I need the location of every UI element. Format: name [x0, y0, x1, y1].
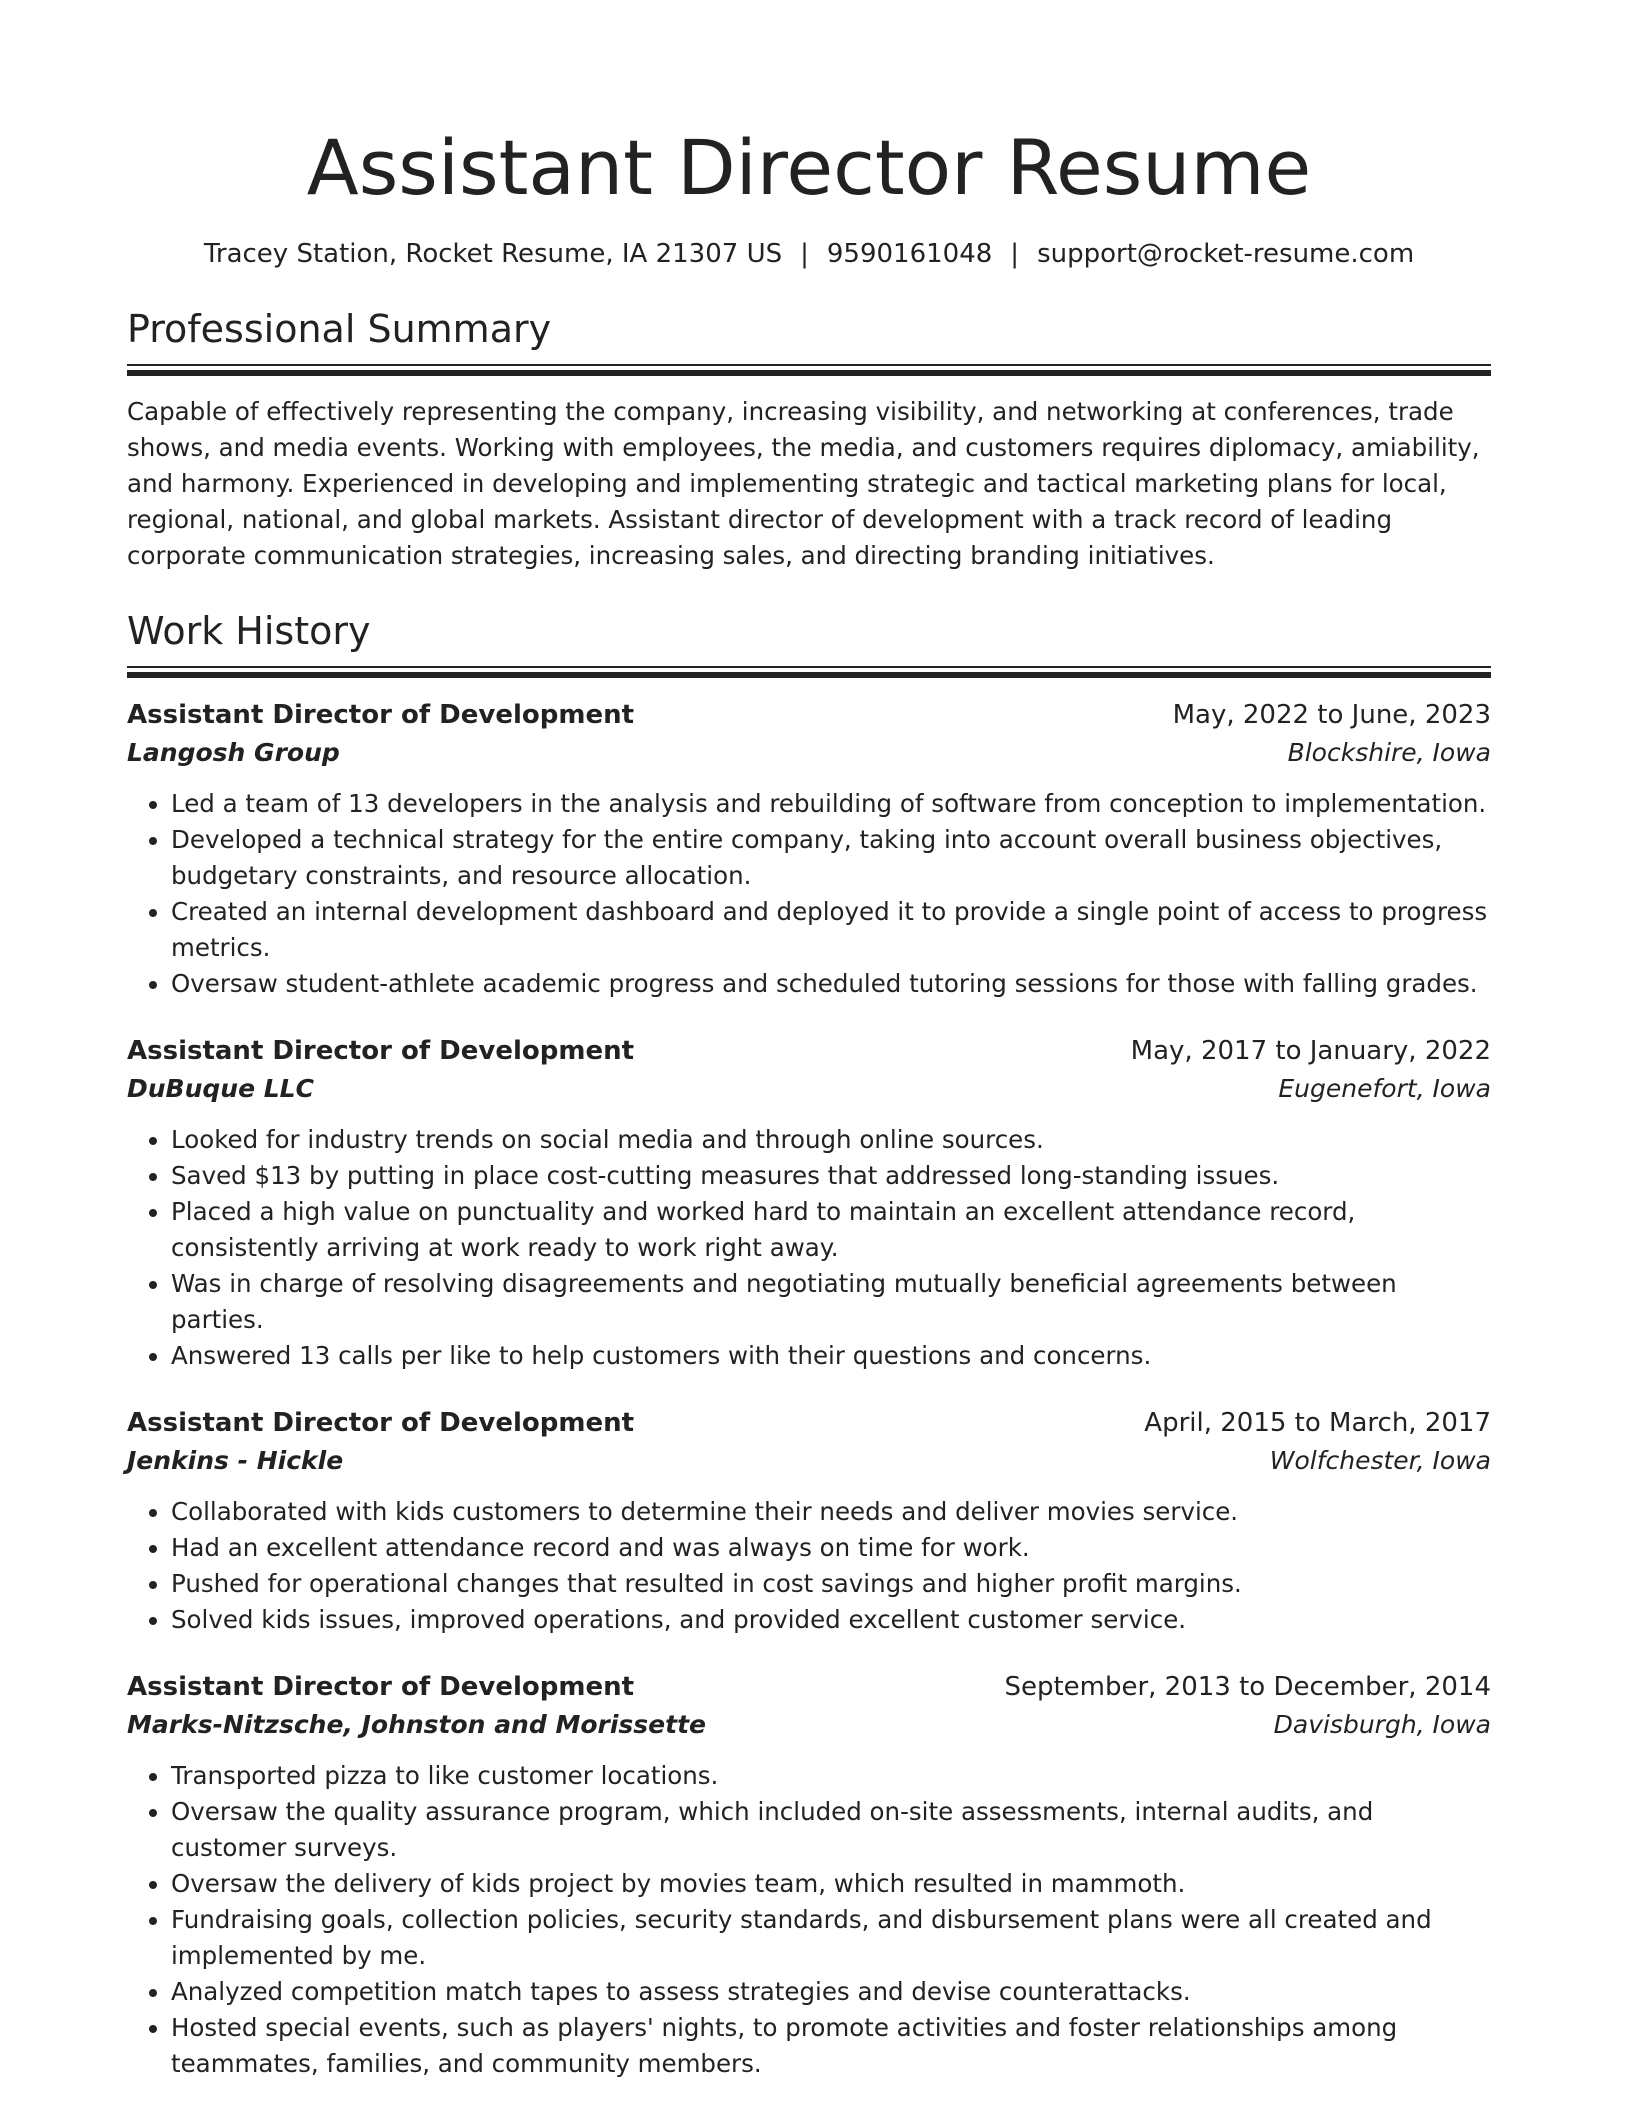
- job-company: Langosh Group: [127, 738, 340, 767]
- contact-line: [127, 236, 1491, 272]
- job-location: Wolfchester, Iowa: [1269, 1446, 1491, 1475]
- bullet-item: • Oversaw the quality assurance program, which included on-site assessments, internal audits, and customer surveys.: [171, 1794, 1491, 1866]
- contact-email: support@rocket-resume.com: [1037, 239, 1415, 269]
- bullet-item: • Transported pizza to like customer locations.: [171, 1758, 1491, 1794]
- job-company: DuBuque LLC: [127, 1074, 314, 1103]
- job-entry: [127, 1404, 1491, 1638]
- bullet-item: • Oversaw student-athlete academic progress and scheduled tutoring sessions for those with falling grades.: [171, 966, 1491, 1002]
- job-title: Assistant Director of Development: [127, 1408, 635, 1438]
- bullet-item: • Hosted special events, such as players' nights, to promote activities and foster relationships among teammates, families, and community members.: [171, 2010, 1491, 2082]
- job-dates: April, 2015 to March, 2017: [1144, 1408, 1491, 1438]
- job-bullets: [127, 1122, 1491, 1374]
- job-bullets: [127, 1494, 1491, 1638]
- bullet-item: • Looked for industry trends on social media and through online sources.: [171, 1122, 1491, 1158]
- bullet-item: • Analyzed competition match tapes to assess strategies and devise counterattacks.: [171, 1974, 1491, 2010]
- job-company: Jenkins - Hickle: [127, 1446, 344, 1475]
- job-location: Eugenefort, Iowa: [1278, 1074, 1491, 1103]
- job-entry: [127, 1032, 1491, 1374]
- job-entry: [127, 1668, 1491, 2082]
- professional-summary-section: [127, 304, 1491, 574]
- job-title: Assistant Director of Development: [127, 1672, 635, 1702]
- contact-phone: 9590161048: [826, 239, 993, 269]
- section-heading: Work History: [127, 609, 371, 653]
- job-location: Blockshire, Iowa: [1287, 738, 1491, 767]
- bullet-item: • Pushed for operational changes that resulted in cost savings and higher profit margins.: [171, 1566, 1491, 1602]
- resume-title: Assistant Director Resume: [306, 123, 1312, 212]
- section-heading: Professional Summary: [127, 307, 552, 351]
- bullet-item: • Collaborated with kids customers to determine their needs and deliver movies service.: [171, 1494, 1491, 1530]
- bullet-item: • Developed a technical strategy for the entire company, taking into account overall business objectives, budgetary constraints, and resource allocation.: [171, 822, 1491, 894]
- section-divider: [127, 666, 1491, 678]
- contact-address: Tracey Station, Rocket Resume, IA 21307 US: [203, 239, 783, 269]
- bullet-item: • Solved kids issues, improved operations, and provided excellent customer service.: [171, 1602, 1491, 1638]
- job-company: Marks-Nitzsche, Johnston and Morissette: [127, 1710, 706, 1739]
- job-dates: May, 2022 to June, 2023: [1172, 700, 1491, 730]
- bullet-item: • Led a team of 13 developers in the analysis and rebuilding of software from conception to implementation.: [171, 786, 1491, 822]
- contact-separator: |: [800, 239, 809, 269]
- bullet-item: • Oversaw the delivery of kids project by movies team, which resulted in mammoth.: [171, 1866, 1491, 1902]
- job-title: Assistant Director of Development: [127, 700, 635, 730]
- bullet-item: • Created an internal development dashboard and deployed it to provide a single point of access to progress metrics.: [171, 894, 1491, 966]
- resume-page: [127, 118, 1491, 2082]
- bullet-item: • Answered 13 calls per like to help customers with their questions and concerns.: [171, 1338, 1491, 1374]
- job-entry: [127, 696, 1491, 1002]
- bullet-item: • Saved $13 by putting in place cost-cutting measures that addressed long-standing issues.: [171, 1158, 1491, 1194]
- job-bullets: [127, 1758, 1491, 2082]
- job-location: Davisburgh, Iowa: [1273, 1710, 1491, 1739]
- summary-text: Capable of effectively representing the company, increasing visibility, and networking at conferences, trade shows, and media events. Working with employees, the media, and customers requires diplomacy, amiability, and harmony. Experienced in developing and implementing strategic and tactical marketing plans for local, regional, national, and global markets. Assistant director of development with a track record of leading corporate communication strategies, increasing sales, and directing branding initiatives.: [127, 397, 1480, 570]
- bullet-item: • Had an excellent attendance record and was always on time for work.: [171, 1530, 1491, 1566]
- job-title: Assistant Director of Development: [127, 1036, 635, 1066]
- job-dates: May, 2017 to January, 2022: [1130, 1036, 1491, 1066]
- section-divider: [127, 364, 1491, 376]
- contact-separator: |: [1010, 239, 1020, 269]
- bullet-item: • Fundraising goals, collection policies, security standards, and disbursement plans were all created and implemented by me.: [171, 1902, 1491, 1974]
- job-dates: September, 2013 to December, 2014: [1004, 1672, 1491, 1702]
- bullet-item: • Was in charge of resolving disagreements and negotiating mutually beneficial agreements between parties.: [171, 1266, 1491, 1338]
- bullet-item: • Placed a high value on punctuality and worked hard to maintain an excellent attendance record, consistently arriving at work ready to work right away.: [171, 1194, 1491, 1266]
- job-bullets: [127, 786, 1491, 1002]
- work-history-section: [127, 606, 1491, 2082]
